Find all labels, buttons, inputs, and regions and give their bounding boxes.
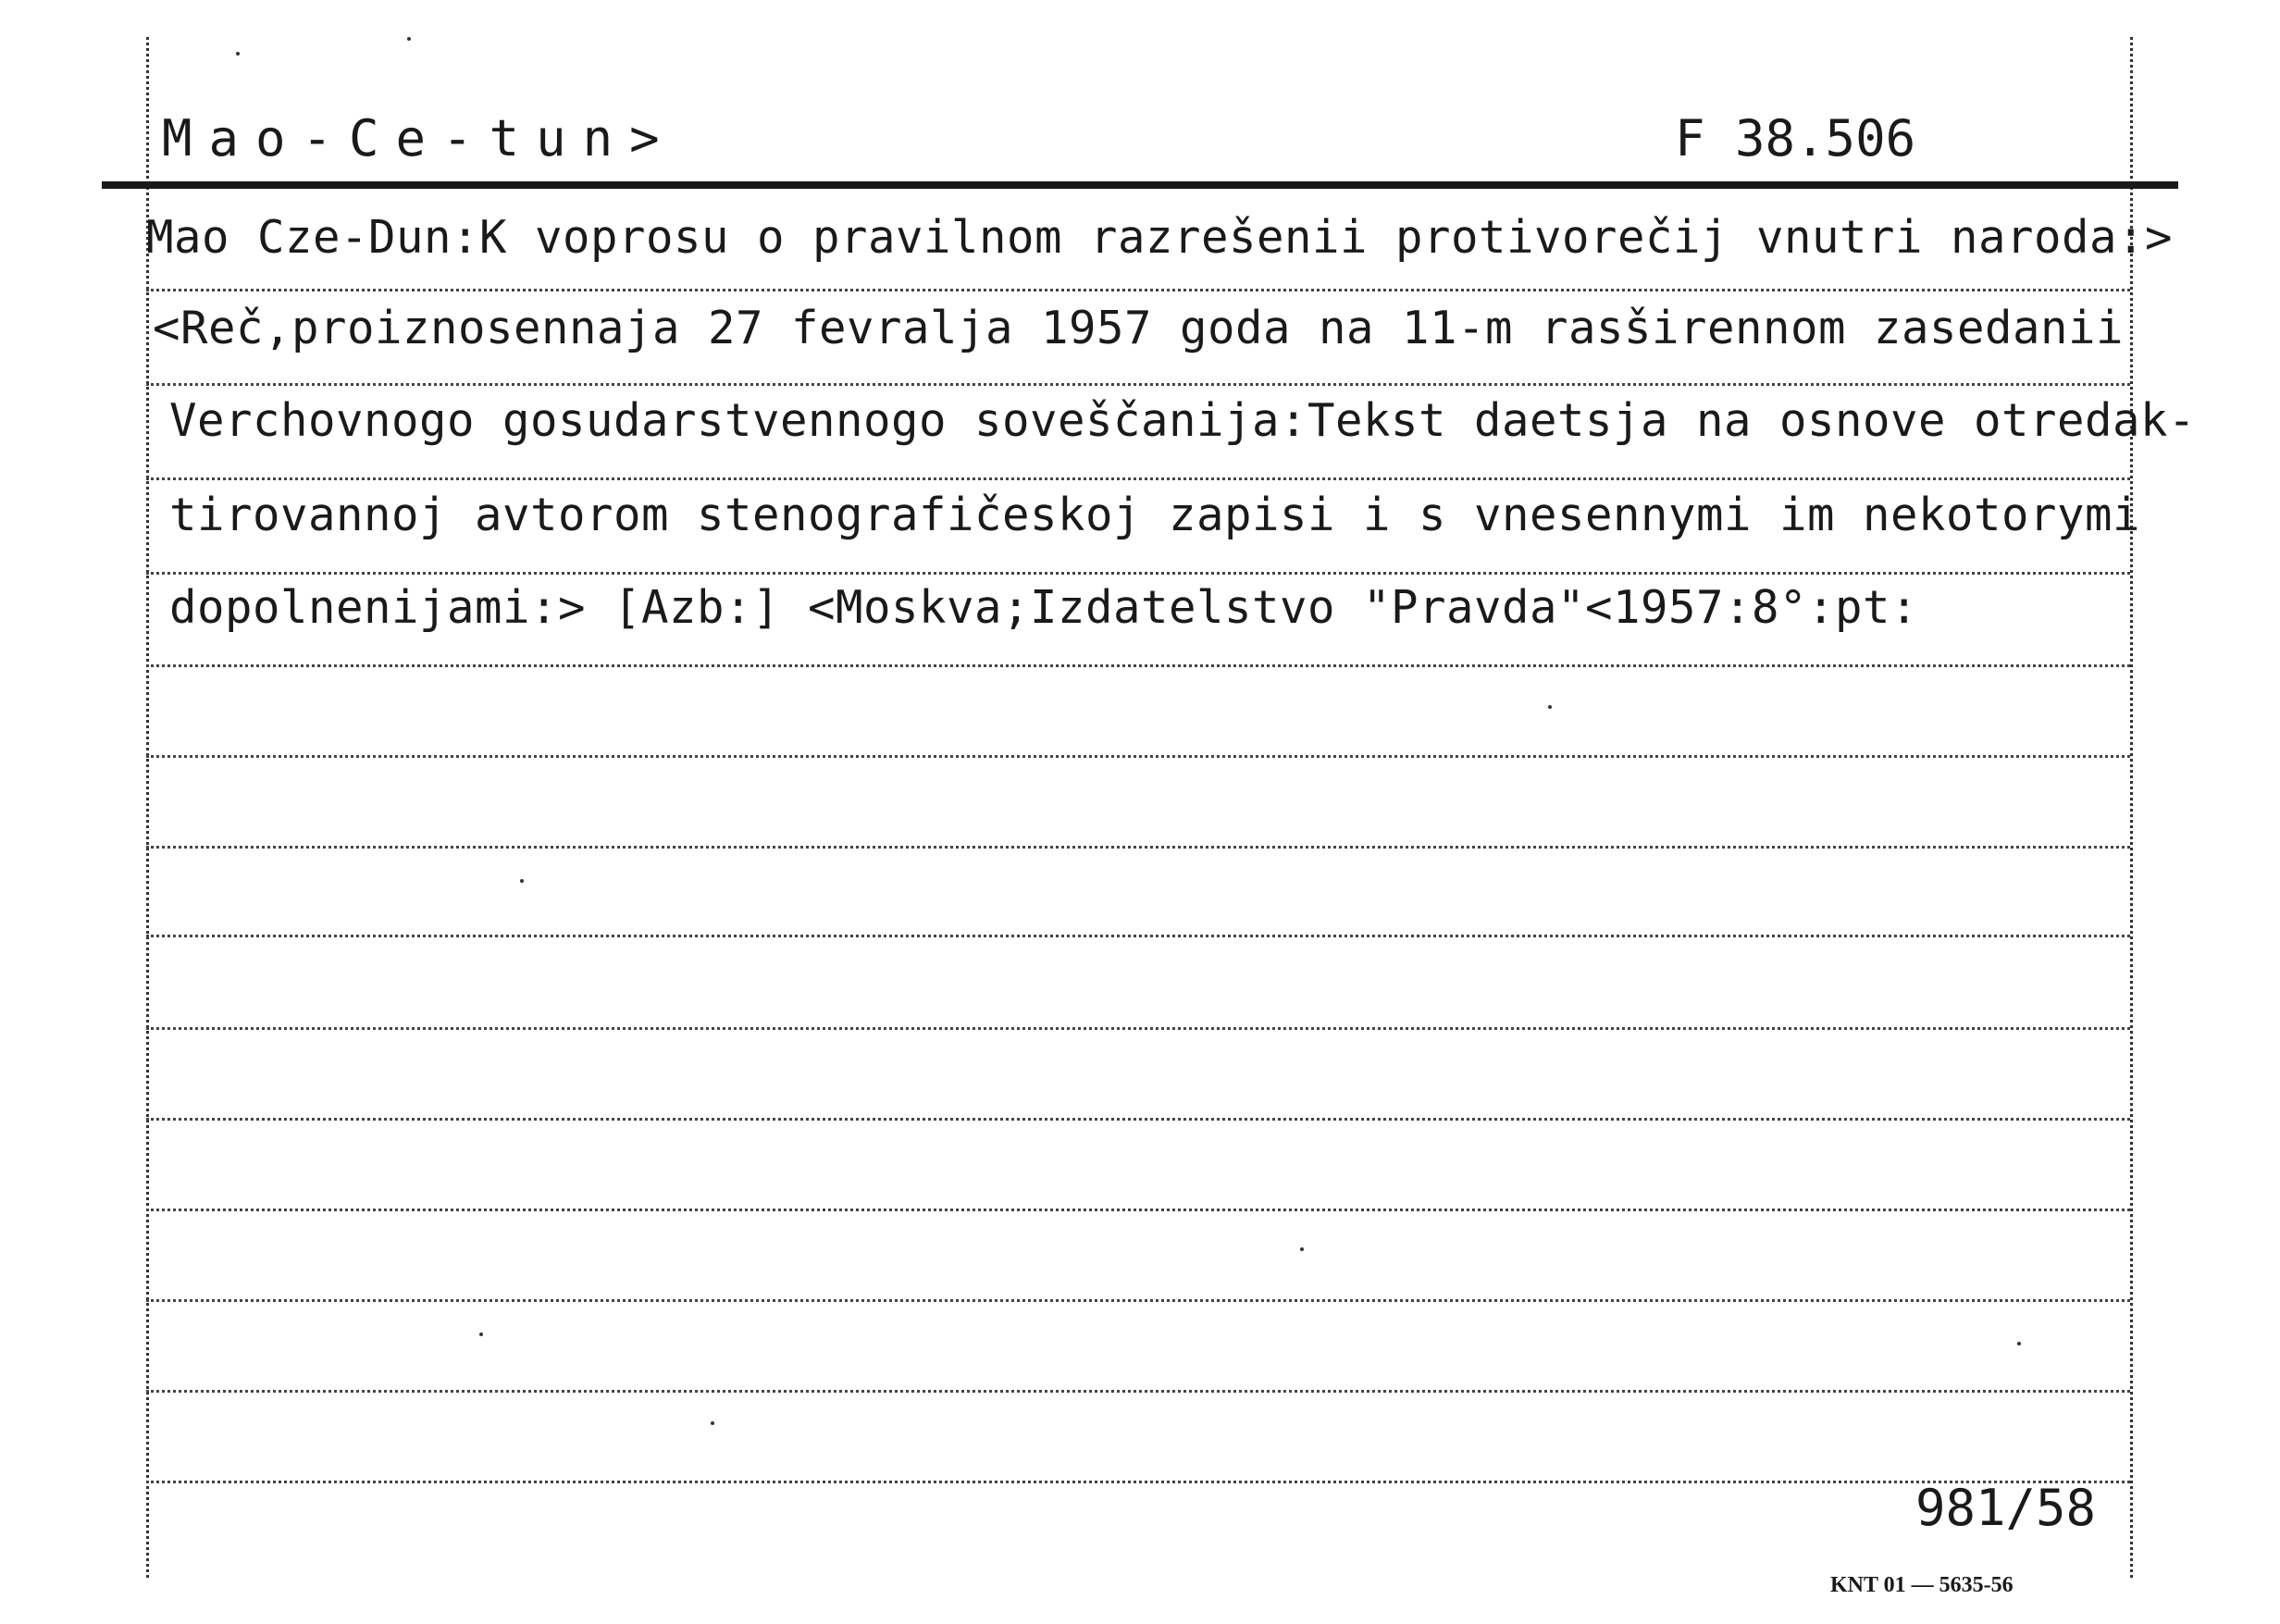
right-margin-rule — [2130, 37, 2133, 1578]
body-line-3: Verchovnogo gosudarstvennogo soveščanija:Tekst daetsja na osnove otredak- — [169, 394, 2197, 447]
body-line-5: dopolnenijami:> [Azb:] <Moskva;Izdatelstvo "Pravda"<1957:8°:pt: — [169, 581, 1919, 634]
call-number: F 38.506 — [1675, 109, 1916, 167]
body-line-4: tirovannoj avtorom stenografičeskoj zapisi i s vnesennymi im nekotorymi — [169, 489, 2141, 541]
ruled-line — [146, 1390, 2130, 1393]
heading-name: Mao-Ce-tun> — [162, 109, 676, 167]
ruled-line — [146, 846, 2130, 849]
ruled-line — [146, 1118, 2130, 1121]
ruled-line — [146, 289, 2130, 291]
ruled-line — [146, 572, 2130, 575]
accession-number: 981/58 — [1915, 1479, 2097, 1537]
ruled-line — [146, 477, 2130, 480]
ruled-line — [146, 1027, 2130, 1030]
ruled-line — [146, 755, 2130, 758]
body-line-1: Mao Cze-Dun:K voprosu o pravilnom razrešenii protivorečij vnutri naroda:> — [146, 211, 2174, 264]
ruled-line — [146, 935, 2130, 937]
ruled-line — [146, 1209, 2130, 1211]
ruled-line — [146, 1299, 2130, 1302]
ruled-line — [146, 383, 2130, 386]
form-code: KNT 01 — 5635-56 — [1830, 1573, 2014, 1597]
left-margin-rule — [146, 37, 149, 1578]
ruled-line — [146, 664, 2130, 667]
heading-rule — [102, 181, 2178, 189]
body-line-2: <Reč,proiznosennaja 27 fevralja 1957 goda na 11-m rasširennom zasedanii — [153, 302, 2125, 354]
ruled-line — [146, 1481, 2130, 1483]
